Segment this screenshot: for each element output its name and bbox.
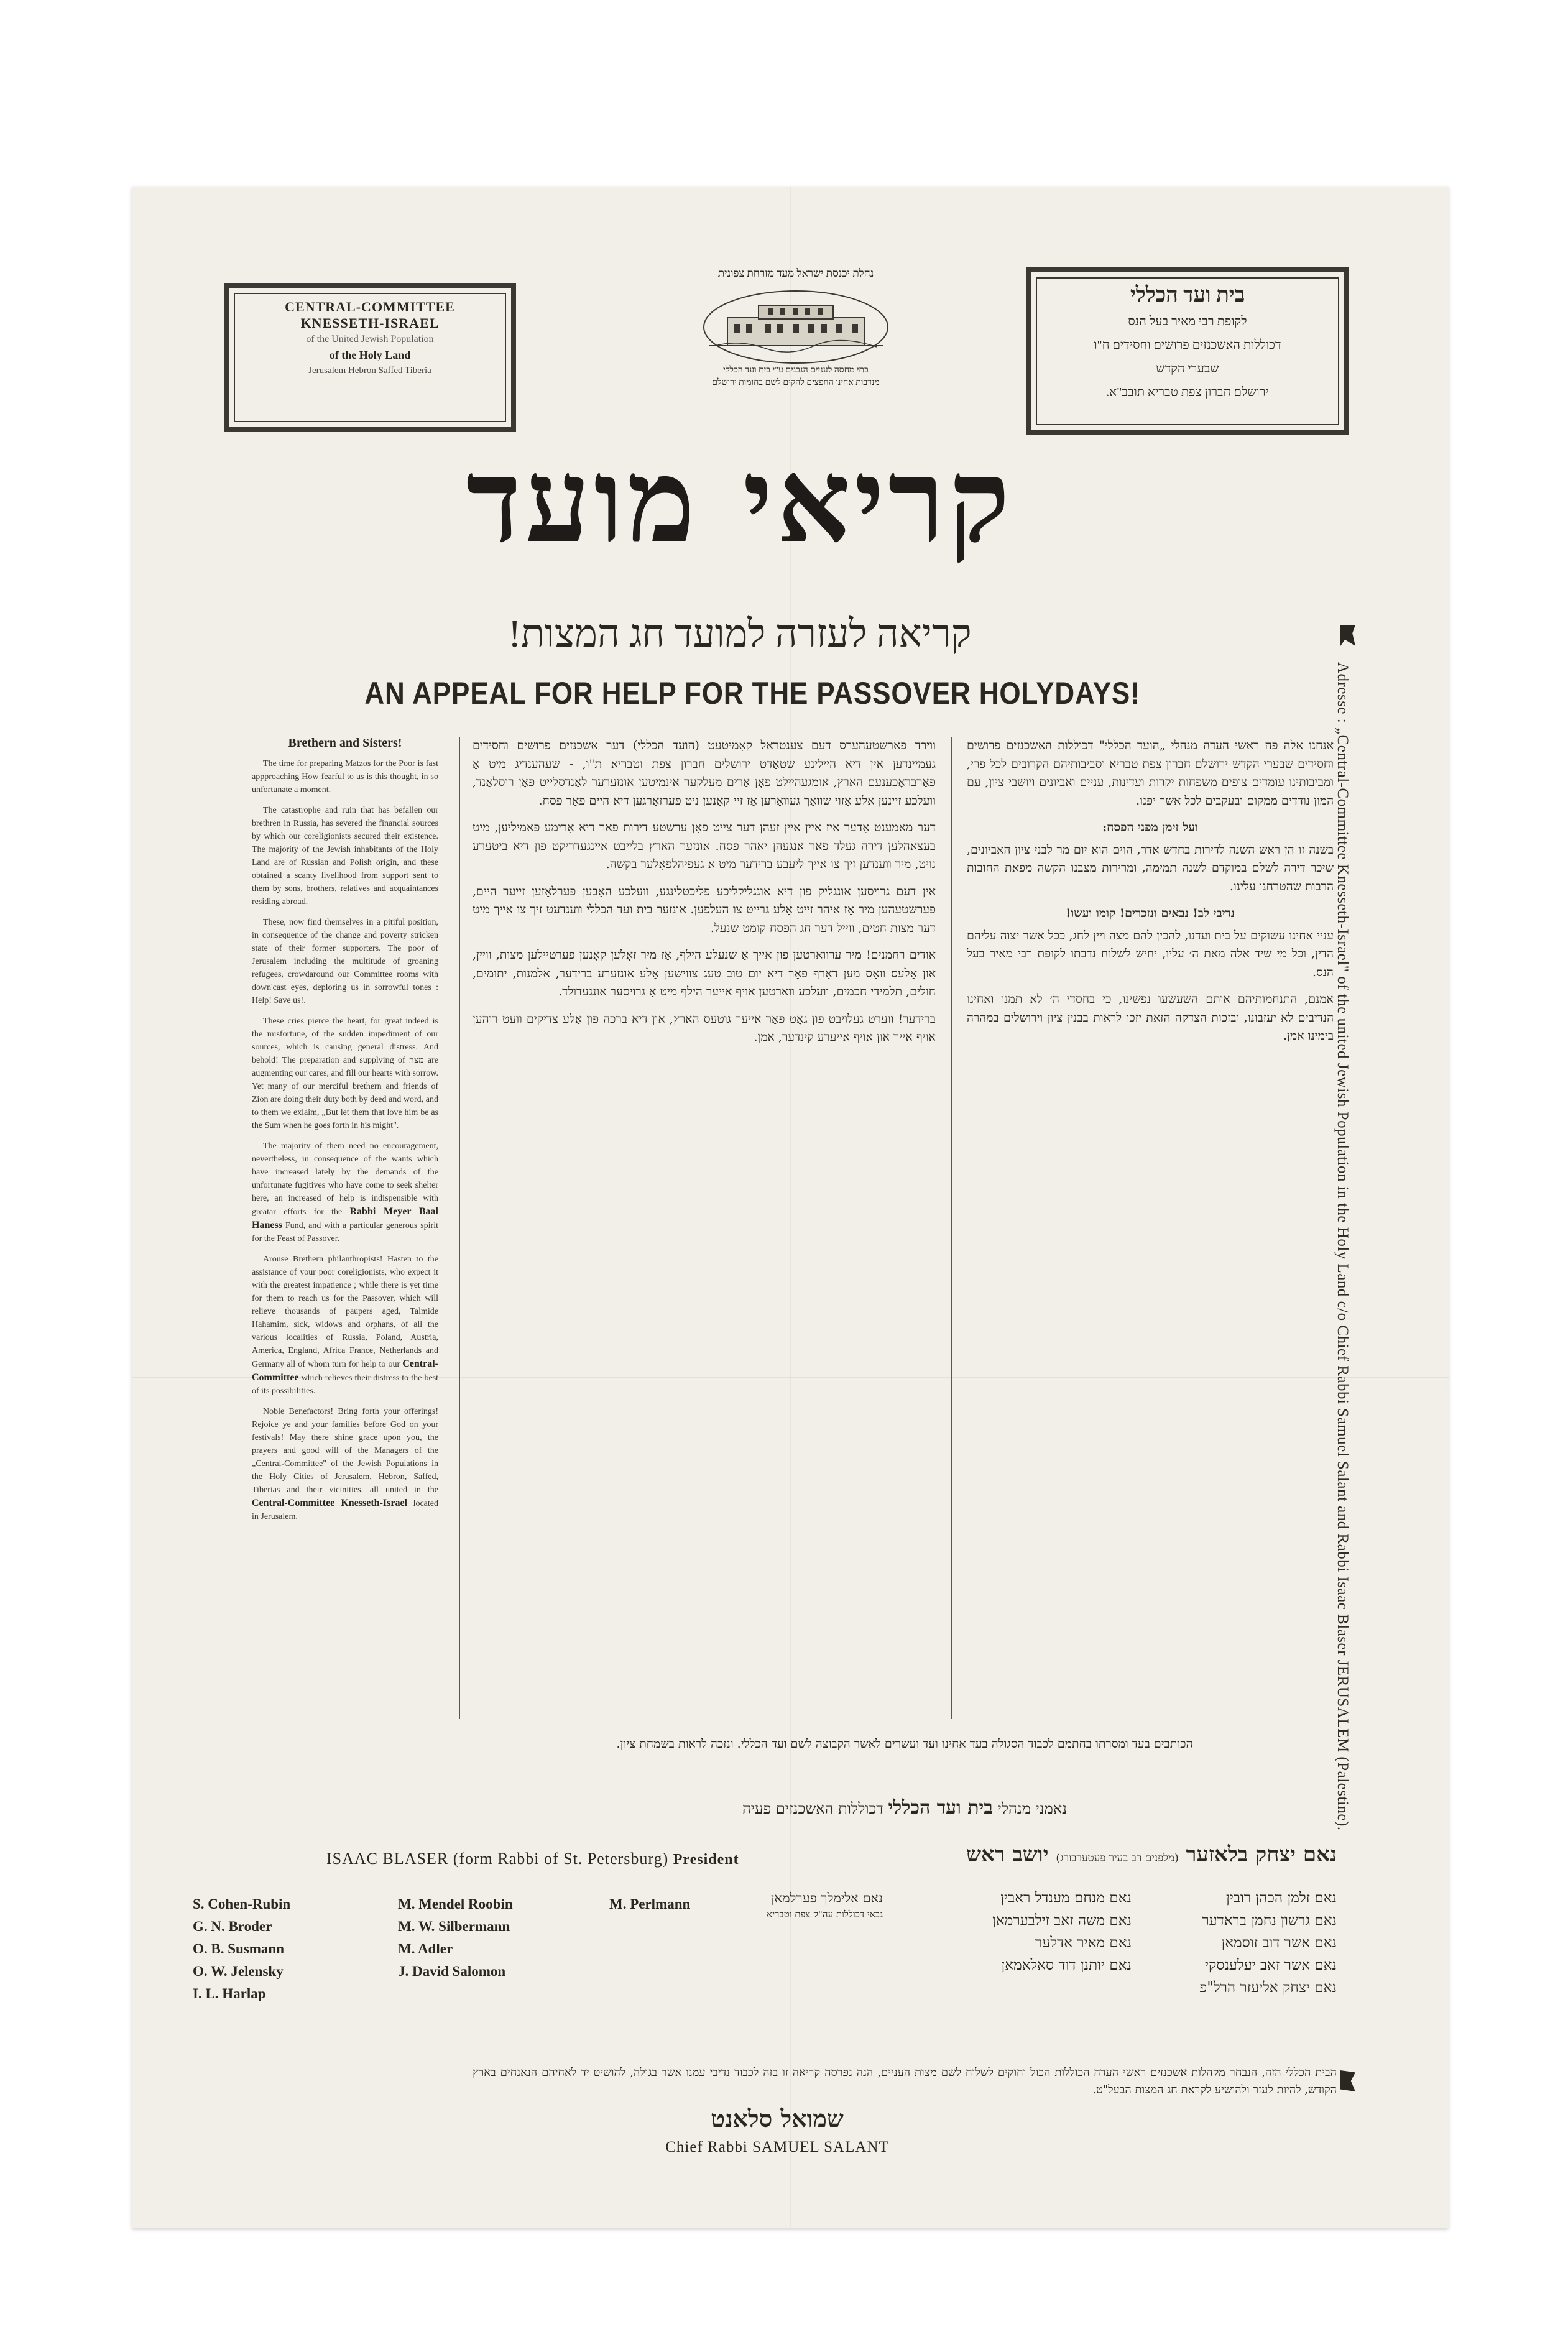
committee-name: Central-Committee	[252, 1358, 438, 1383]
poster-title-hebrew: קריאי מועד	[466, 433, 1014, 568]
member-name-he: נאם אשר זאב יעלענסקי	[1205, 1957, 1337, 1973]
english-heading: Brethern and Sisters!	[288, 737, 402, 750]
emblem-title: בית ועד הכללי	[1130, 284, 1245, 307]
committee-members-hebrew	[767, 1890, 1337, 1996]
emblem-line: ירושלם חברון צפת טבריא תובב"א.	[1106, 385, 1269, 399]
member-name: M. Mendel Roobin	[398, 1896, 513, 1912]
emblem-line: שבערי הקדש	[1156, 362, 1219, 376]
hebrew-paragraph: בשנה זו הן ראש השנה לדירות בחדש אדר, הוים הוא יום מר לבני ציון האביונים, שיכר דירה לשלם במוקדם לשנה תמימה, ומרירות מצבנו הקשה מפאת החובות הרבות שהטרחנו עלינו.	[967, 842, 1334, 893]
emblem-line: of the Holy Land	[329, 349, 411, 361]
emblem-line: לקופת רבי מאיר בעל הנס	[1128, 315, 1247, 328]
english-appeal-column	[252, 737, 438, 1787]
general-committee-emblem	[1026, 267, 1349, 435]
emblem-line: CENTRAL-COMMITTEE	[285, 299, 455, 315]
column-divider	[459, 737, 460, 1719]
hebrew-paragraph: אמנם, התנחמותיהם אותם השעשעו נפשינו, כי בחסדי ה׳ לא תמנו ואחינו הנדיבים לא יעזבונו, ובזכות הצדקה הזאת יזכו לראות בבנין ציון וירושלים במהרה בימינו אמן.	[967, 992, 1334, 1043]
member-name: O. W. Jelensky	[193, 1963, 284, 1979]
hebrew-appeal-column	[967, 737, 1334, 1732]
committee-signature-line: נאמני מנהלי בית ועד הכללי דכוללות האשכנזים פעיה	[742, 1797, 1068, 1819]
vignette-arc-text: נחלת יכנסת ישראל מעד מזרחת צפונית	[717, 267, 874, 279]
emblem-line: דכוללות האשכנזים פרושים וחסידים ח"ו	[1094, 338, 1281, 352]
hebrew-paragraph: אנחנו אלה פה ראשי העדה מנהלי „הועד הכללי" דכוללות האשכנזים פרושים וחסידים שבערי הקדש ירושלם חברון צפת טבריא וסביבותיהם הקרובים לכל פרי, ומביבותינו עומדים צופים משפחות יקרות ועדינות, עניים ואביונים ויושבי ציון, עם המון נודדים ממקום ובעקבים לכל אשר יפנו.	[967, 739, 1334, 808]
member-name: O. B. Susmann	[193, 1941, 285, 1957]
hebrew-subheading: ועל זימן מפני הפסח:	[1102, 821, 1198, 834]
president-english: ISAAC BLASER (form Rabbi of St. Petersburg) President	[326, 1850, 739, 1868]
hebrew-paragraph: עניי אחינו עשוקים על בית ועדנו, להכין להם מצה ויין לחג, ככל אשר יצוה עליהם הדין, וכל מי שיד אלה מאת ה׳ עליו, יחיש לשלוח נדבתו לקופת רבי מאיר בעל הנס.	[967, 928, 1334, 979]
member-name	[609, 1941, 814, 1957]
yiddish-paragraph: ברידער! ווערט געלויבט פון גאָט פאַר אייער גוטעס הארץ, און דיא ברכה פון אַלע צדיקים וועט רוהען אויף אייך און אויף אייערע קינדער, אמן.	[473, 1012, 936, 1044]
chief-rabbi-hebrew: שמואל סלאנט	[711, 2105, 844, 2133]
president-hebrew: נאם יצחק בלאזער (מלפנים רב בעיר פעטערבורג) יושב ראש	[966, 1842, 1337, 1867]
member-name-he: נאם יותנן דוד סאלאמאן	[1001, 1957, 1132, 1973]
yiddish-paragraph: דער מאַמענט אָדער איז איין איין זעהן דער צייט פאָן ערשטע דירות פאַר דיא אָרימע פאַמיליען, מיט בעצאַהלען דירה געלד פאַר אַנגעהן יאַהר פסח. אונזער הארץ בלייבט איינגעדריקט פון דיא ביטערע נויט, מיר ווענדען זיך צו אייך ליעבע ברידער מיט אַ געפיהלפאָלער בקשה.	[473, 821, 936, 871]
member-name-he: נאם זלמן הכהן רובין	[1226, 1890, 1337, 1906]
english-paragraph: Noble Benefactors! Bring forth your offerings! Rejoice ye and your families before God on your festivals! May there shine grace upon you, the prayers and good will of the Managers of the „Central-Committee" of the Jewish Populations in the Holy Cities of Jerusalem, Hebron, Saffed, Tiberias and their vicinities, all united in the Central-Committee Knesseth-Israel located in Jerusalem.	[252, 1407, 438, 1521]
member-name: G. N. Broder	[193, 1919, 272, 1934]
emblem-line: KNESSETH-ISRAEL	[300, 315, 440, 331]
yiddish-paragraph: ווירד פאַרשטעהערס דעם צענטראַל קאָמיטעט (הועד הכללי) דער אשכנזים פרושים וחסידים געמיינדען אין דיא היילינע שטאַדט ירושלים חברון צפת וטבריא ת"ו, - שעהענדיג מיט אַ פאַרבראָכענעם הארץ, אומגעהיילט פאָן אַרים מעלקער אינמיטען אונזערער לאַנדסלייט פאָן רוסלאַנד, וועלכע זיינען אלע אַזוי שוואַך געוואָרען אַז זיי קאָנען ניט פערזאָרגען דיא היים פאַר פסח.	[473, 739, 936, 808]
vignette-caption: מנדבות אחינו החפצים להקים לשם בחומות ירושלם	[712, 378, 880, 387]
poster-subtitle-english: AN APPEAL FOR HELP FOR THE PASSOVER HOLYDAYS!	[364, 676, 1140, 711]
member-name: J. David Salomon	[398, 1963, 506, 1979]
member-name: M. W. Silbermann	[398, 1919, 510, 1934]
english-paragraph: These cries pierce the heart, for great indeed is the misfortune, of the sudden impediment of our sources, which is causing general distress. And behold! The preparation and supplying of מצה are augmenting our cares, and fill our hearts with sorrow. Yet many of our merciful brethern and friends of Zion are doing their duty both by deed and word, and to them we exlaim, „But let them that love him be as the Sum when he goes forth in his might".	[252, 1017, 438, 1130]
member-name-he: נאם יצחק אליעזר הרל"פ	[1199, 1980, 1337, 1996]
yiddish-paragraph: אין דעם גרויסען אונגליק פון דיא אונגליקליכע פליכטלינגע, וועלכע האָבען פערלאָזען זייער היים, פערשטעהען מיר אַז איהר זייט אַלע גרייט צו העלפען. אונזער בית ועד הכללי ווענדעט זיך צו אייך מיט דער מצות חטים, ווייל דער חג הפסח קומט שנעל.	[473, 884, 936, 935]
member-name: M. Adler	[398, 1941, 453, 1957]
address-sidebar-text: Adresse : „Central-Committee Knesseth-Israel" of the united Jewish Population in the Holy Land c/o Chief Rabbi Samuel Salant and Rabbi Isaac Blaser JERUSALEM (Palestine).	[1334, 662, 1351, 1831]
yiddish-appeal-column	[473, 737, 936, 1732]
member-name-he: נאם גרשון נחמן בראדער	[1202, 1912, 1337, 1929]
member-name	[609, 1963, 814, 1980]
closing-line: הכותבים בעד ומסרתו בחתמם לכבוד הסגולה בעד אחינו ועד ועשרים לאשר הקבוצה לשם ועד הכללי. ונזכה לראות בשמחת ציון.	[616, 1737, 1193, 1751]
central-committee-emblem	[224, 283, 516, 432]
fund-name: Rabbi Meyer Baal Haness	[252, 1206, 438, 1230]
perlmann-hebrew: נאם אלימלך פערלמאן גבאי דכוללות עה"ק צפת וטבריא	[767, 1891, 883, 1920]
english-paragraph: The catastrophe and ruin that has befallen our brethren in Russia, has severed the financial sources by which our coreligionists secured their existence. The majority of the Jewish inhabitants of the Holy Land are of Russian and Polish origin, and these obtained a scanty livelihood from support sent to them by sons, brothers, relatives and acquaintances residing abroad.	[252, 806, 438, 906]
emblem-line: Jerusalem Hebron Saffed Tiberia	[308, 366, 431, 376]
english-paragraph: The majority of them need no encouragement, nevertheless, in consequence of the wants which have increased lately by the demands of the unfortunate fugitives who have come to seek shelter here, an increased of help is indispensible with greatar efforts for the Rabbi Meyer Baal Haness Fund, and with a particular generous spirit for the Feast of Passover.	[252, 1141, 438, 1243]
hebrew-subheading: נדיבי לב! נבאים ונזכרים! קומו ועשו!	[1066, 906, 1235, 920]
yiddish-paragraph: אודים רחמנים! מיר ערווארטען פון אייך אַ שנעלע הילף, אַז מיר זאָלען קאָנען פערטיילען מצות, וויין, און אַלעס וואָס מען דאַרף פאַר דיא יום טוב טעג צווישען אַלע אונזערע ברידער, אלמנות, יתומים, חולים, תלמידי חכמים, וועלכע ווארטען אויף אייער הילף מיט אַ גרויסער אונגעדולד.	[473, 948, 936, 998]
member-name: S. Cohen-Rubin	[193, 1896, 291, 1912]
english-paragraph: The time for preparing Matzos for the Poor is fast appproaching How fearful to us is this thought, in so unfortunate a moment.	[252, 759, 438, 795]
member-name: M. Perlmann	[609, 1896, 691, 1912]
committee-name: Central-Committee Knesseth-Israel	[252, 1498, 407, 1508]
building-vignette	[634, 267, 957, 410]
english-paragraph: Arouse Brethern philanthropists! Hasten to the assistance of your poor coreligionists, who expect it with the greatest impatience ; while there is yet time for them to reach us for the Passover, which will relieve thousands of paupers aged, Talmide Hahamim, sick, widows and orphans, of all the various localities of Russia, Poland, Austria, America, England, Africa France, Netherlands and Germany all of whom turn for help to our Central-Committee which relieves their distress to the best of its possibilities.	[252, 1255, 438, 1396]
building-illustration-icon	[703, 284, 889, 364]
member-name-he: נאם אשר דוב זוסמאן	[1221, 1935, 1337, 1951]
column-divider	[951, 737, 952, 1719]
member-name: I. L. Harlap	[193, 1986, 266, 2001]
member-name-he: נאם משה זאב זילבערמאן	[992, 1912, 1132, 1929]
member-name-he: נאם מאיר אדלער	[1035, 1935, 1132, 1951]
poster-subtitle-hebrew: קריאה לעזרה למועד חג המצות!	[508, 613, 972, 655]
vignette-caption: בתי מחסה לעניים הנבנים ע"י בית ועד הכללי	[723, 366, 869, 375]
footer-hebrew-text: הבית הכללי הזה, הנבחר מקהלות אשכנזים ראשי העדה הכוללות הכול וחוקים לשלוח לשם מצות העניים, הנה נפרסה קריאה זו בזה לכבוד נדיבי עמנו אשר בגולה, להושיט יד לאחיהם הנאנחים בארץ הקודש, להיות לעזר ולהושיע לקראת חג המצות הבעל"ט.	[473, 2066, 1337, 2096]
emblem-line: of the United Jewish Population	[306, 334, 434, 344]
chief-rabbi-english: Chief Rabbi SAMUEL SALANT	[665, 2139, 889, 2156]
english-paragraph: These, now find themselves in a pitiful position, in consequence of the change and poverty stricken state of their former supporters. The poor of Jerusalem including the multitude of groaning refugees, crowdaround our Committee rooms with down'cast eyes, deploring us in sorrowful tones : Help! Save us!.	[252, 918, 438, 1005]
member-name-he: נאם מנחם מענדל ראבין	[1000, 1890, 1132, 1906]
